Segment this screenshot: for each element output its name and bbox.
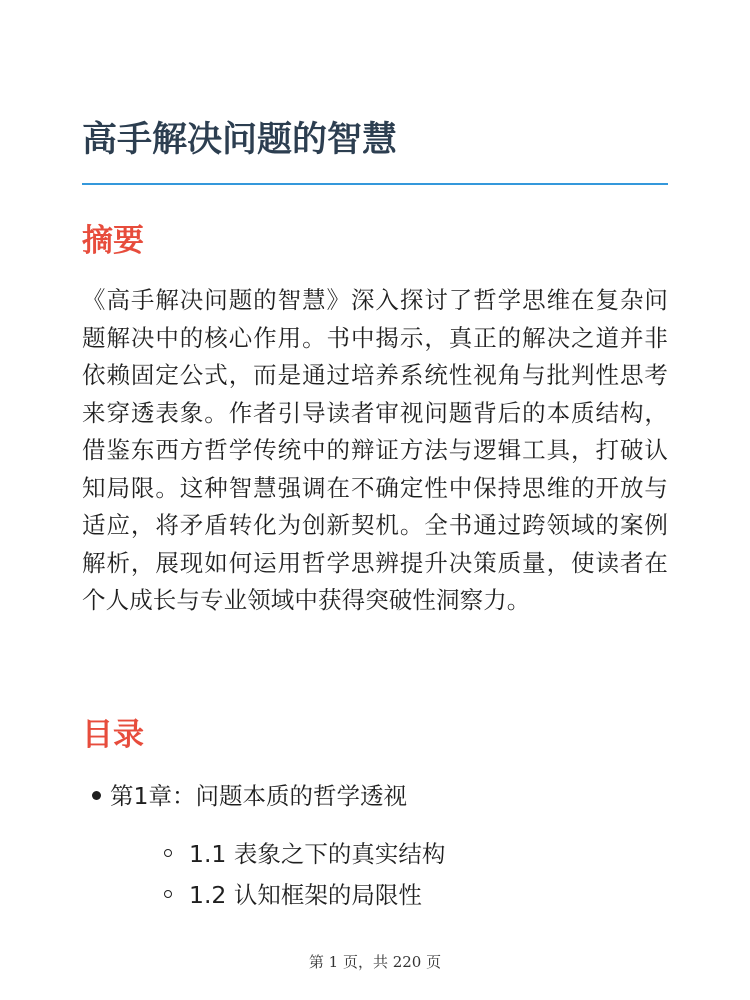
toc-section-label: 1.1 表象之下的真实结构 (189, 840, 446, 868)
abstract-body: 《高手解决问题的智慧》深入探讨了哲学思维在复杂问题解决中的核心作用。书中揭示，真正的解决之道并非依赖固定公式，而是通过培养系统性视角与批判性思考来穿透表象。作者引导读者审视问题背后的本质结构，借鉴东西方哲学传统中的辩证方法与逻辑工具，打破认知局限。这种智慧强调在不确定性中保持思维的开放与适应，将矛盾转化为创新契机。全书通过跨领域的案例解析，展现如何运用哲学思辨提升决策质量，使读者在个人成长与专业领域中获得突破性洞察力。 (82, 286, 668, 614)
document-title: 高手解决问题的智慧 (82, 120, 398, 160)
abstract-heading: 摘要 (82, 223, 144, 259)
hollow-bullet-icon (164, 849, 172, 857)
toc-chapter-1 (110, 776, 407, 816)
toc-chapter-label: 第1章：问题本质的哲学透视 (110, 782, 407, 810)
hollow-bullet-icon (164, 890, 172, 898)
bullet-icon (92, 791, 101, 800)
toc-section-1-1 (189, 834, 445, 874)
page-footer: 第 1 页，共 220 页 (308, 953, 442, 971)
title-divider (82, 183, 668, 185)
toc-section-label: 1.2 认知框架的局限性 (189, 881, 422, 909)
toc-section-1-2 (189, 875, 422, 915)
toc-heading: 目录 (82, 717, 144, 753)
